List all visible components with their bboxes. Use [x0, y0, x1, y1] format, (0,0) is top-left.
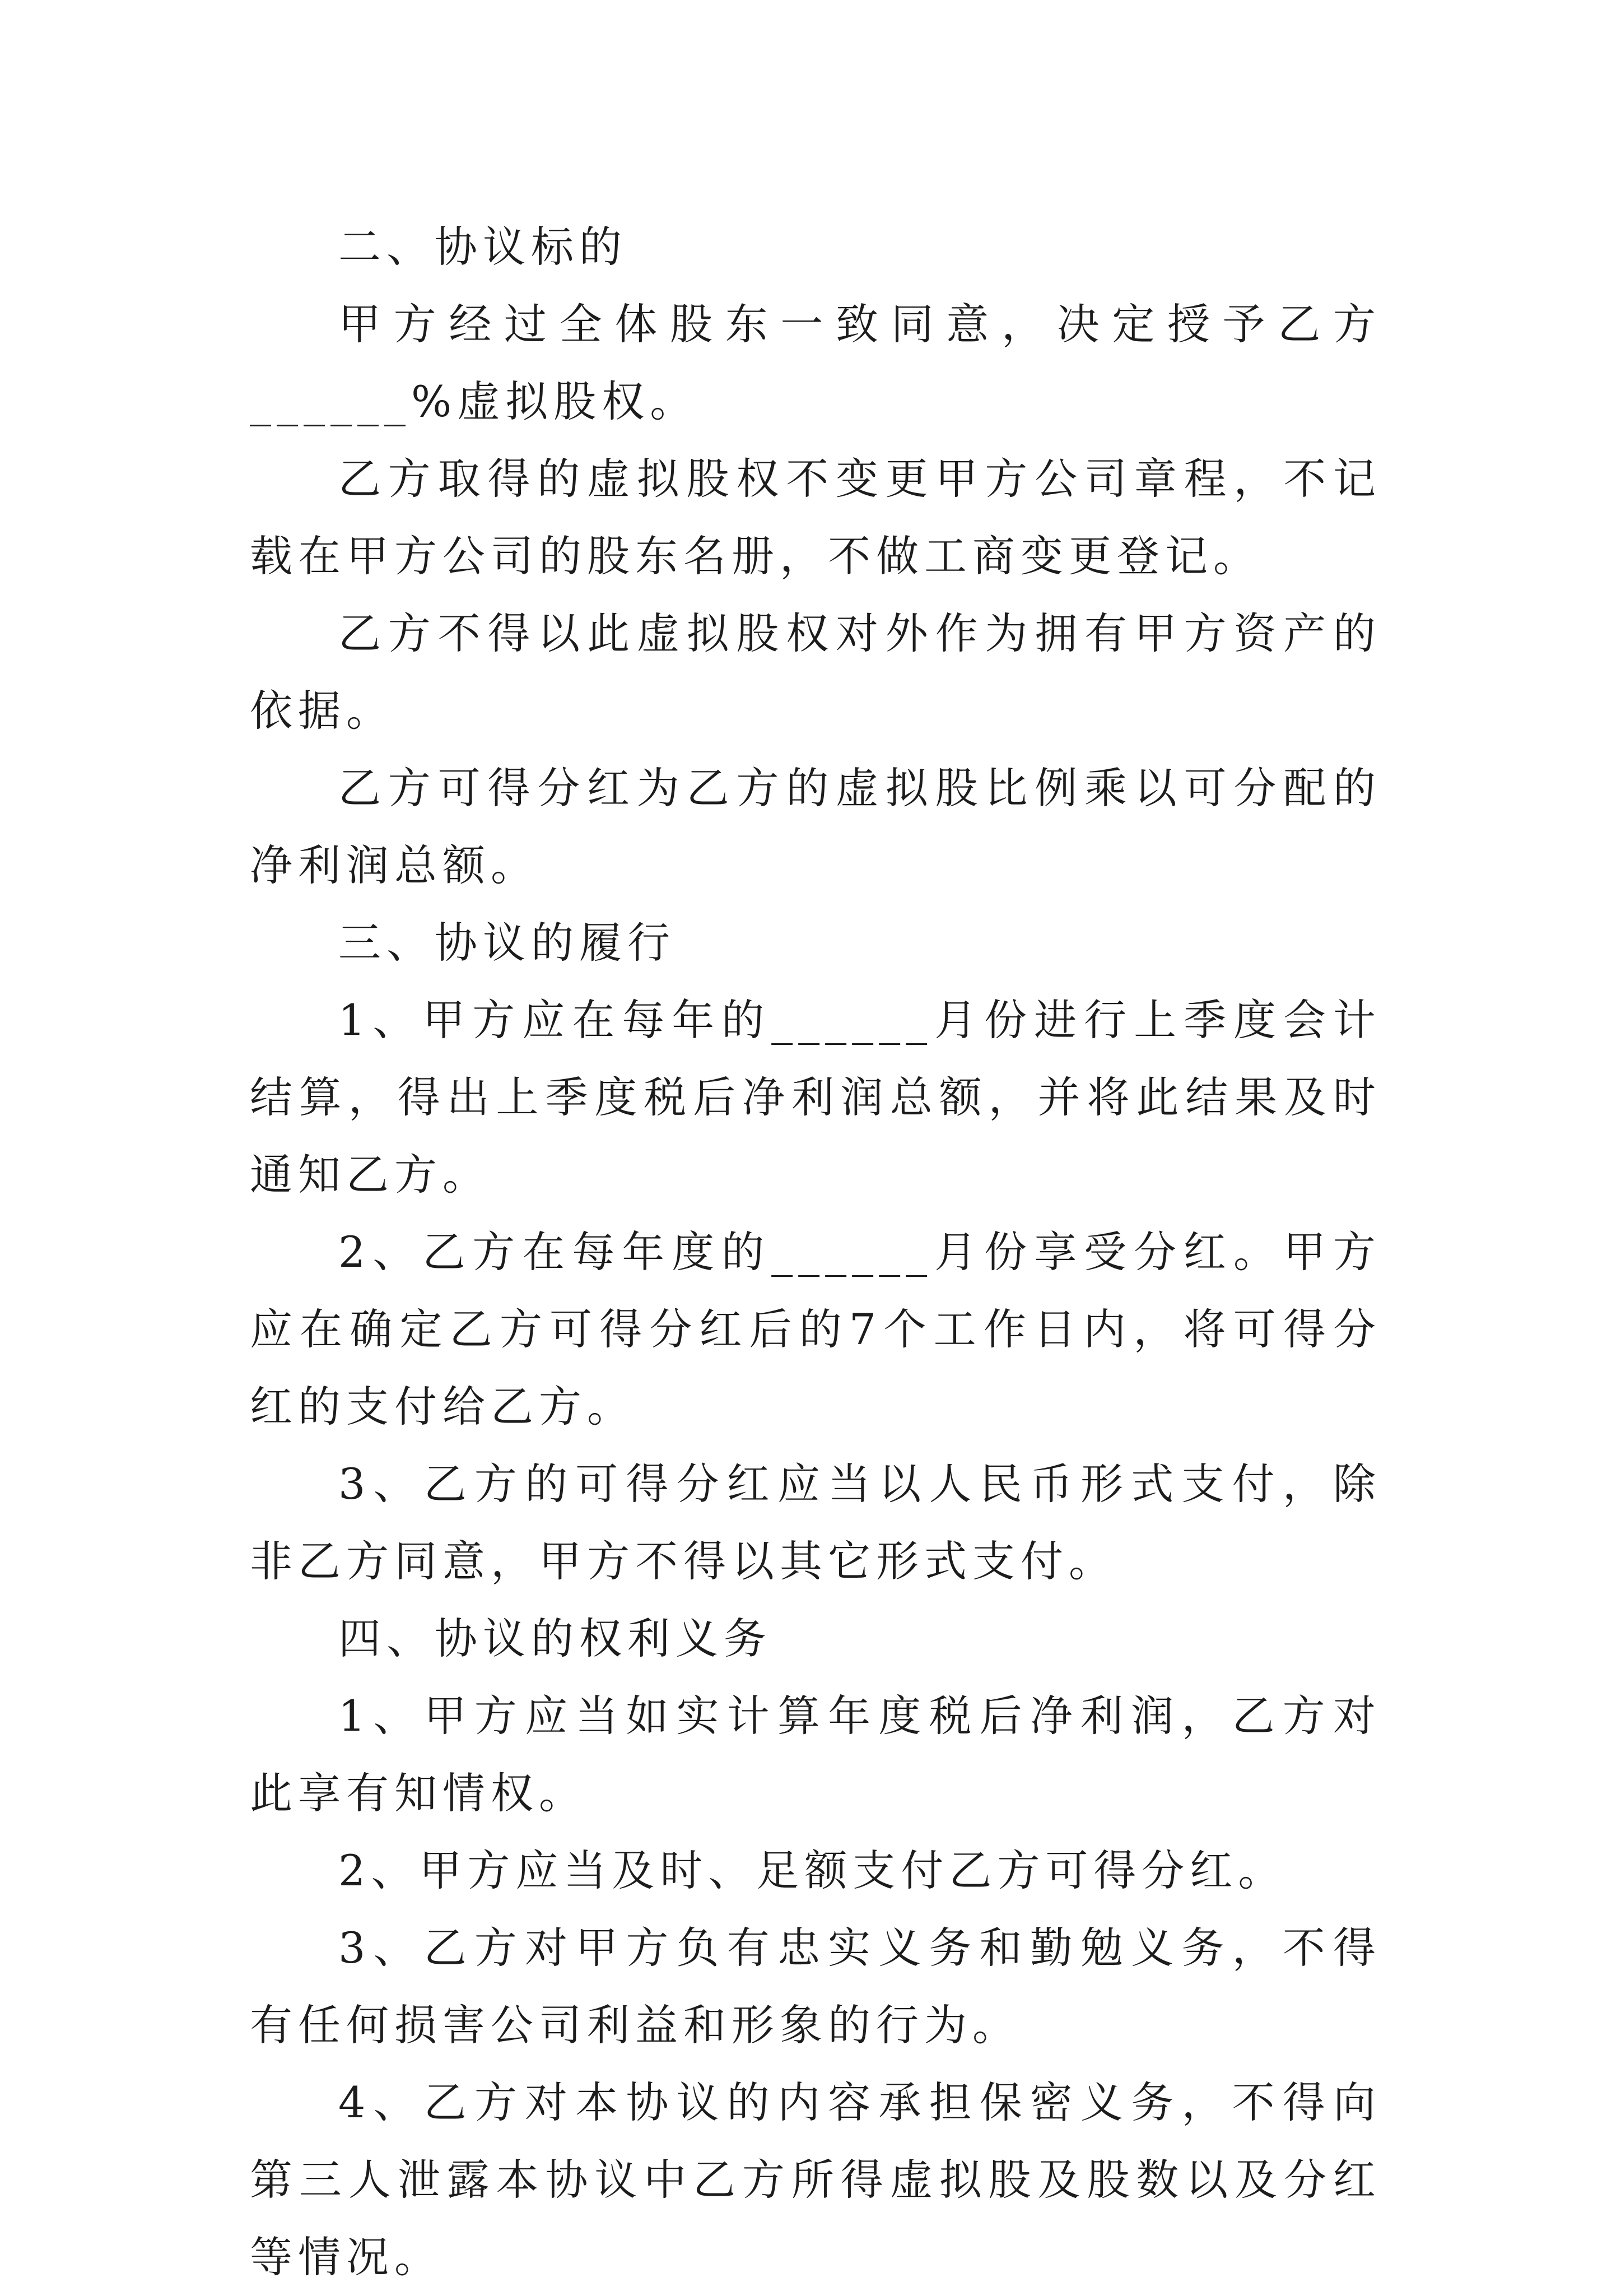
paragraph-dividend-calculation: 乙方可得分红为乙方的虚拟股比例乘以可分配的净利润总额。 [250, 763, 1381, 890]
paragraph-confidentiality: 4、乙方对本协议的内容承担保密义务，不得向第三人泄露本协议中乙方所得虚拟股及股数以及分红等情况。 [250, 2077, 1381, 2282]
paragraph-timely-payment: 2、甲方应当及时、足额支付乙方可得分红。 [338, 1846, 1287, 1895]
paragraph-right-to-know: 1、甲方应当如实计算年度税后净利润，乙方对此享有知情权。 [250, 1691, 1381, 1818]
paragraph-not-asset-basis: 乙方不得以此虚拟股权对外作为拥有甲方资产的依据。 [250, 608, 1381, 736]
section-heading-performance: 三、协议的履行 [338, 918, 676, 968]
section-heading-agreement-subject: 二、协议标的 [338, 222, 627, 272]
paragraph-quarterly-settlement: 1、甲方应在每年的______月份进行上季度会计结算，得出上季度税后净利润总额，并将此结果及时通知乙方。 [250, 995, 1381, 1200]
paragraph-dividend-schedule: 2、乙方在每年度的______月份享受分红。甲方应在确定乙方可得分红后的7个工作日内，将可得分红的支付给乙方。 [250, 1227, 1381, 1431]
paragraph-payment-currency: 3、乙方的可得分红应当以人民币形式支付，除非乙方同意，甲方不得以其它形式支付。 [250, 1459, 1381, 1586]
paragraph-loyalty-duty: 3、乙方对甲方负有忠实义务和勤勉义务，不得有任何损害公司利益和形象的行为。 [250, 1923, 1381, 2050]
paragraph-no-registration-change: 乙方取得的虚拟股权不变更甲方公司章程，不记载在甲方公司的股东名册，不做工商变更登记。 [250, 454, 1381, 581]
document-body [250, 208, 1381, 2296]
paragraph-grant-virtual-equity: 甲方经过全体股东一致同意，决定授予乙方______%虚拟股权。 [250, 299, 1381, 426]
section-heading-rights-obligations: 四、协议的权利义务 [338, 1614, 772, 1663]
